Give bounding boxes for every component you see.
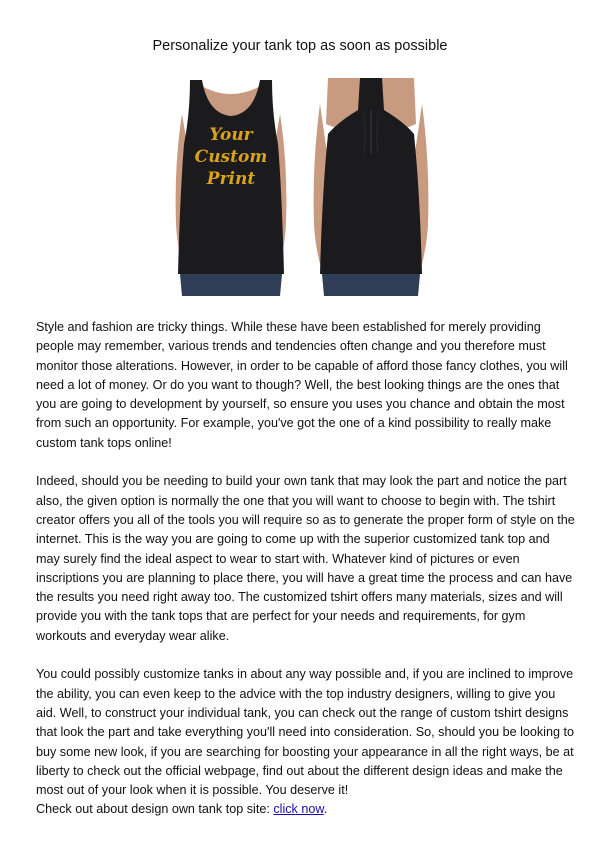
paragraph-1: Style and fashion are tricky things. While these have been established for merely providing people may remember, various trends and tendencies often change and you therefore must monitor those alterations. However, in order to be capable of afford those fancy clothes, you will need a lot of money. Or do you want to though? Well, the best looking things are the ones that you are going to development by yourself, so ensure you uses you chance and obtain the most from such an opportunity. For example, you've got the one of a kind possibility to really make custom tank tops online! <box>36 320 568 450</box>
paragraph-2: Indeed, should you be needing to build your own tank that may look the part and notice the part also, the given option is normally the one that you will want to choose to begin with. The tshirt creator offers you all of the tools you will require so as to generate the proper form of style on the internet. This is the way you are going to come up with the superior customized tank top and may surely find the ideal aspect to wear to start with. Whatever kind of pictures or even inscriptions you are planning to place there, you will have a great time the process and can have the results you need right away too. The customized tshirt offers many materials, sizes and will provide you with the tank tops that are perfect for your needs and requirements, for gym workouts and everyday wear alike. <box>36 474 575 643</box>
closing-prefix: Check out about design own tank top site: <box>36 802 274 817</box>
front-tank-model <box>176 80 287 296</box>
closing-suffix: . <box>323 802 328 817</box>
print-line-2: Custom <box>194 147 268 167</box>
article-body <box>36 318 576 820</box>
print-line-3: Print <box>206 169 256 189</box>
front-jeans <box>180 274 282 296</box>
closing-line <box>36 800 576 819</box>
back-tank-model <box>314 78 429 296</box>
paragraph-3: You could possibly customize tanks in about any way possible and, if you are inclined to improve the ability, you can even keep to the advice with the top industry designers, willing to give you aid. Well, to construct your individual tank, you can check out the range of custom tshirt designs that look the part and take everything you'll need into consideration. So, should you be looking to buy some new look, if you are searching for boosting your appearance in all the right ways, be at liberty to check out the official webpage, find out about the different design ideas and make the most out of your look when it is possible. You deserve it! <box>36 667 574 798</box>
page-title: Personalize your tank top as soon as possible <box>152 38 448 54</box>
click-now-link[interactable]: click now <box>273 802 324 817</box>
product-photo <box>168 74 434 296</box>
back-jeans <box>322 274 420 296</box>
print-line-1: Your <box>209 125 253 145</box>
